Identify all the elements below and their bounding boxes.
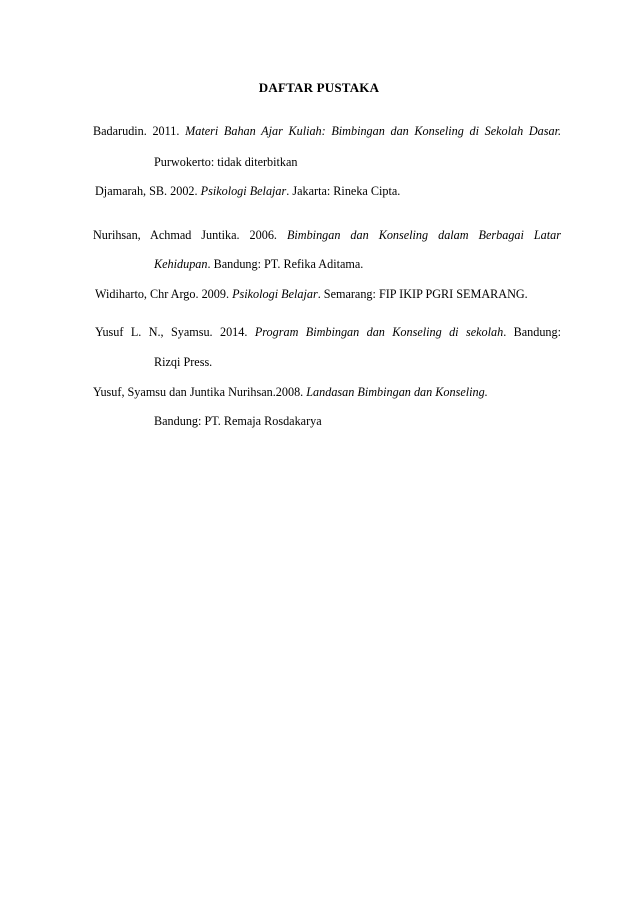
reference-4	[95, 286, 563, 302]
reference-6-author: Yusuf, Syamsu dan Juntika Nurihsan.2008.	[93, 385, 304, 399]
reference-5-continuation: Rizqi Press.	[154, 355, 213, 369]
reference-6-continuation: Bandung: PT. Remaja Rosdakarya	[154, 414, 322, 428]
reference-5-author: Yusuf L. N., Syamsu. 2014.	[95, 325, 248, 339]
reference-1	[93, 123, 561, 139]
reference-1-author: Badarudin. 2011.	[93, 124, 180, 138]
reference-2	[95, 183, 563, 199]
reference-3	[93, 227, 561, 243]
reference-3-author: Nurihsan, Achmad Juntika. 2006.	[93, 228, 277, 242]
reference-5	[95, 324, 561, 340]
reference-2-author: Djamarah, SB. 2002.	[95, 184, 198, 198]
reference-4-author: Widiharto, Chr Argo. 2009.	[95, 287, 230, 301]
reference-6-title: Landasan Bimbingan dan Konseling.	[306, 385, 488, 399]
reference-5-title: Program Bimbingan dan Konseling di sekolah	[254, 325, 504, 339]
reference-2-publisher: . Jakarta: Rineka Cipta.	[286, 184, 401, 198]
reference-3-continuation	[154, 256, 363, 272]
reference-5-publisher: . Bandung:	[503, 325, 562, 339]
reference-4-title: Psikologi Belajar	[232, 287, 318, 301]
page-title: DAFTAR PUSTAKA	[258, 80, 380, 95]
reference-6	[93, 384, 561, 400]
reference-3-publisher: . Bandung: PT. Refika Aditama.	[207, 257, 364, 271]
reference-3-title-continued: Kehidupan	[154, 257, 208, 271]
reference-3-title: Bimbingan dan Konseling dalam Berbagai Latar	[286, 228, 561, 242]
reference-1-continuation: Purwokerto: tidak diterbitkan	[154, 155, 298, 169]
reference-2-title: Psikologi Belajar	[200, 184, 287, 198]
reference-4-publisher: . Semarang: FIP IKIP PGRI SEMARANG.	[317, 287, 528, 301]
reference-1-title: Materi Bahan Ajar Kuliah: Bimbingan dan Konseling di Sekolah Dasar.	[185, 124, 562, 138]
